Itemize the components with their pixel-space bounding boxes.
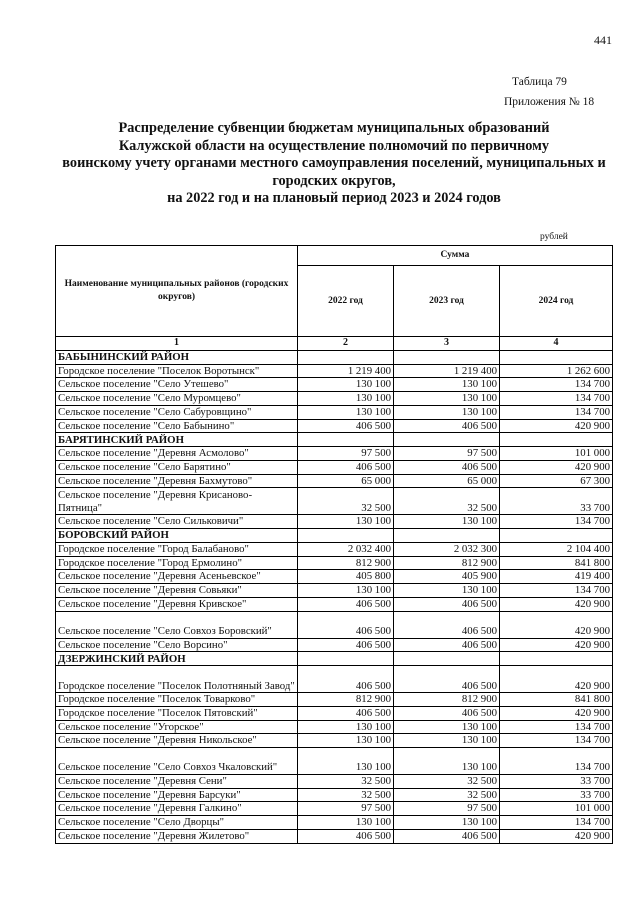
district-row bbox=[56, 350, 613, 364]
amount-2022: 2 032 400 bbox=[298, 543, 394, 557]
amount-2023: 97 500 bbox=[394, 447, 500, 461]
district-row bbox=[56, 433, 613, 447]
amount-2023: 130 100 bbox=[394, 584, 500, 598]
amount-2024: 841 800 bbox=[500, 693, 613, 707]
settlement-name: Сельское поселение "Село Дворцы" bbox=[56, 816, 298, 830]
table-row bbox=[56, 693, 613, 707]
amount-2023: 406 500 bbox=[394, 638, 500, 652]
table-row bbox=[56, 788, 613, 802]
column-number: 3 bbox=[394, 337, 500, 351]
amount-2024: 67 300 bbox=[500, 474, 613, 488]
table-row bbox=[56, 734, 613, 748]
district-name: БАРЯТИНСКИЙ РАЙОН bbox=[56, 433, 298, 447]
table-row bbox=[56, 829, 613, 843]
amount-2023: 130 100 bbox=[394, 734, 500, 748]
table-row bbox=[56, 611, 613, 638]
settlement-name: Городское поселение "Поселок Полотняный Завод" bbox=[56, 666, 298, 693]
table-row bbox=[56, 447, 613, 461]
amount-2022: 406 500 bbox=[298, 706, 394, 720]
amount-2024: 420 900 bbox=[500, 460, 613, 474]
amount-2023: 97 500 bbox=[394, 802, 500, 816]
amount-2023: 812 900 bbox=[394, 693, 500, 707]
empty-cell bbox=[298, 652, 394, 666]
table-row bbox=[56, 597, 613, 611]
amount-2022: 130 100 bbox=[298, 720, 394, 734]
empty-cell bbox=[394, 529, 500, 543]
amount-2022: 130 100 bbox=[298, 584, 394, 598]
title-line: на 2022 год и на плановый период 2023 и 2024 годов bbox=[167, 190, 501, 206]
amount-2022: 97 500 bbox=[298, 802, 394, 816]
empty-cell bbox=[298, 350, 394, 364]
amount-2023: 812 900 bbox=[394, 556, 500, 570]
amount-2024: 420 900 bbox=[500, 638, 613, 652]
amount-2023: 1 219 400 bbox=[394, 364, 500, 378]
empty-cell bbox=[394, 433, 500, 447]
amount-2022: 130 100 bbox=[298, 515, 394, 529]
amount-2022: 406 500 bbox=[298, 666, 394, 693]
amount-2022: 130 100 bbox=[298, 748, 394, 775]
title-line: Распределение субвенции бюджетам муниципальных образований bbox=[118, 120, 550, 136]
units-label: рублей bbox=[540, 232, 568, 242]
amount-2024: 134 700 bbox=[500, 378, 613, 392]
table-row bbox=[56, 570, 613, 584]
settlement-name: Сельское поселение "Село Барятино" bbox=[56, 460, 298, 474]
empty-cell bbox=[394, 350, 500, 364]
amount-2022: 812 900 bbox=[298, 693, 394, 707]
table-row bbox=[56, 392, 613, 406]
table-row bbox=[56, 419, 613, 433]
sum-column-header: Сумма bbox=[298, 246, 613, 266]
appendix-reference: Приложения № 18 bbox=[504, 96, 595, 108]
settlement-name: Сельское поселение "Деревня Совьяки" bbox=[56, 584, 298, 598]
amount-2022: 406 500 bbox=[298, 638, 394, 652]
table-row bbox=[56, 816, 613, 830]
amount-2024: 419 400 bbox=[500, 570, 613, 584]
amount-2024: 420 900 bbox=[500, 419, 613, 433]
settlement-name: Городское поселение "Город Балабаново" bbox=[56, 543, 298, 557]
settlement-name: Сельское поселение "Село Бабынино" bbox=[56, 419, 298, 433]
district-name: БОРОВСКИЙ РАЙОН bbox=[56, 529, 298, 543]
table-row bbox=[56, 405, 613, 419]
empty-cell bbox=[500, 433, 613, 447]
settlement-name: Сельское поселение "Село Сильковичи" bbox=[56, 515, 298, 529]
table-row bbox=[56, 460, 613, 474]
amount-2024: 101 000 bbox=[500, 802, 613, 816]
amount-2024: 2 104 400 bbox=[500, 543, 613, 557]
amount-2023: 405 900 bbox=[394, 570, 500, 584]
settlement-name: Городское поселение "Поселок Товарково" bbox=[56, 693, 298, 707]
empty-cell bbox=[298, 529, 394, 543]
amount-2023: 130 100 bbox=[394, 748, 500, 775]
table-row bbox=[56, 488, 613, 515]
amount-2023: 406 500 bbox=[394, 611, 500, 638]
amount-2024: 420 900 bbox=[500, 829, 613, 843]
amount-2023: 32 500 bbox=[394, 788, 500, 802]
title-line: воинскому учету органами местного самоуправления поселений, муниципальных и bbox=[62, 155, 606, 171]
amount-2024: 841 800 bbox=[500, 556, 613, 570]
amount-2022: 406 500 bbox=[298, 611, 394, 638]
amount-2024: 33 700 bbox=[500, 788, 613, 802]
settlement-name: Сельское поселение "Деревня Жилетово" bbox=[56, 829, 298, 843]
settlement-name: Сельское поселение "Деревня Галкино" bbox=[56, 802, 298, 816]
amount-2024: 134 700 bbox=[500, 392, 613, 406]
table-row bbox=[56, 638, 613, 652]
table-row bbox=[56, 543, 613, 557]
amount-2022: 406 500 bbox=[298, 419, 394, 433]
amount-2023: 406 500 bbox=[394, 829, 500, 843]
column-number-row bbox=[56, 337, 613, 351]
amount-2022: 130 100 bbox=[298, 392, 394, 406]
table-body bbox=[56, 350, 613, 843]
amount-2024: 134 700 bbox=[500, 748, 613, 775]
table-row bbox=[56, 706, 613, 720]
amount-2024: 134 700 bbox=[500, 515, 613, 529]
table-row bbox=[56, 378, 613, 392]
name-column-header: Наименование муниципальных районов (городских округов) bbox=[56, 246, 298, 337]
amount-2023: 406 500 bbox=[394, 597, 500, 611]
amount-2023: 130 100 bbox=[394, 720, 500, 734]
year-2022-header: 2022 год bbox=[298, 266, 394, 337]
empty-cell bbox=[500, 652, 613, 666]
district-name: ДЗЕРЖИНСКИЙ РАЙОН bbox=[56, 652, 298, 666]
settlement-name: Сельское поселение "Деревня Асмолово" bbox=[56, 447, 298, 461]
amount-2024: 134 700 bbox=[500, 720, 613, 734]
amount-2023: 65 000 bbox=[394, 474, 500, 488]
settlement-name: Сельское поселение "Село Сабуровщино" bbox=[56, 405, 298, 419]
title-line: городских округов, bbox=[272, 172, 396, 189]
amount-2022: 1 219 400 bbox=[298, 364, 394, 378]
amount-2024: 420 900 bbox=[500, 666, 613, 693]
amount-2022: 812 900 bbox=[298, 556, 394, 570]
amount-2024: 33 700 bbox=[500, 488, 613, 515]
settlement-name: Сельское поселение "Село Совхоз Чкаловский" bbox=[56, 748, 298, 775]
amount-2024: 101 000 bbox=[500, 447, 613, 461]
amount-2024: 1 262 600 bbox=[500, 364, 613, 378]
settlement-name: Городское поселение "Поселок Пятовский" bbox=[56, 706, 298, 720]
amount-2023: 406 500 bbox=[394, 666, 500, 693]
district-name: БАБЫНИНСКИЙ РАЙОН bbox=[56, 350, 298, 364]
amount-2023: 130 100 bbox=[394, 515, 500, 529]
amount-2024: 134 700 bbox=[500, 584, 613, 598]
amount-2022: 65 000 bbox=[298, 474, 394, 488]
amount-2023: 130 100 bbox=[394, 378, 500, 392]
amount-2022: 130 100 bbox=[298, 734, 394, 748]
settlement-name: Сельское поселение "Деревня Асеньевское" bbox=[56, 570, 298, 584]
amount-2022: 32 500 bbox=[298, 775, 394, 789]
column-number: 1 bbox=[56, 337, 298, 351]
table-row bbox=[56, 802, 613, 816]
settlement-name: Сельское поселение "Угорское" bbox=[56, 720, 298, 734]
amount-2023: 2 032 300 bbox=[394, 543, 500, 557]
empty-cell bbox=[500, 350, 613, 364]
settlement-name: Сельское поселение "Деревня Кривское" bbox=[56, 597, 298, 611]
settlement-name: Сельское поселение "Село Совхоз Боровский" bbox=[56, 611, 298, 638]
year-2024-header: 2024 год bbox=[500, 266, 613, 337]
settlement-name: Городское поселение "Город Ермолино" bbox=[56, 556, 298, 570]
amount-2022: 32 500 bbox=[298, 788, 394, 802]
table-row bbox=[56, 666, 613, 693]
table-row bbox=[56, 556, 613, 570]
title-line: Калужской области на осуществление полномочий по первичному bbox=[118, 137, 550, 154]
amount-2022: 130 100 bbox=[298, 405, 394, 419]
table-row bbox=[56, 748, 613, 775]
district-row bbox=[56, 529, 613, 543]
settlement-name: Сельское поселение "Деревня Сени" bbox=[56, 775, 298, 789]
amount-2023: 130 100 bbox=[394, 392, 500, 406]
amount-2022: 406 500 bbox=[298, 597, 394, 611]
amount-2023: 130 100 bbox=[394, 816, 500, 830]
settlement-name: Сельское поселение "Деревня Барсуки" bbox=[56, 788, 298, 802]
amount-2023: 406 500 bbox=[394, 706, 500, 720]
amount-2024: 420 900 bbox=[500, 597, 613, 611]
settlement-name: Сельское поселение "Село Муромцево" bbox=[56, 392, 298, 406]
subsidy-table bbox=[55, 245, 613, 844]
amount-2023: 406 500 bbox=[394, 460, 500, 474]
amount-2023: 406 500 bbox=[394, 419, 500, 433]
table-row bbox=[56, 364, 613, 378]
table-row bbox=[56, 515, 613, 529]
amount-2022: 97 500 bbox=[298, 447, 394, 461]
district-row bbox=[56, 652, 613, 666]
column-number: 4 bbox=[500, 337, 613, 351]
settlement-name: Сельское поселение "Деревня Крисаново-Пятница" bbox=[56, 488, 298, 515]
settlement-name: Сельское поселение "Село Ворсино" bbox=[56, 638, 298, 652]
amount-2024: 134 700 bbox=[500, 734, 613, 748]
document-title bbox=[40, 120, 628, 208]
column-number: 2 bbox=[298, 337, 394, 351]
empty-cell bbox=[298, 433, 394, 447]
page-number: 441 bbox=[594, 33, 612, 47]
empty-cell bbox=[500, 529, 613, 543]
amount-2024: 420 900 bbox=[500, 611, 613, 638]
year-2023-header: 2023 год bbox=[394, 266, 500, 337]
amount-2023: 32 500 bbox=[394, 775, 500, 789]
table-row bbox=[56, 474, 613, 488]
amount-2022: 130 100 bbox=[298, 378, 394, 392]
table-row bbox=[56, 720, 613, 734]
table-reference: Таблица 79 bbox=[512, 76, 567, 88]
amount-2024: 134 700 bbox=[500, 405, 613, 419]
settlement-name: Сельское поселение "Село Утешево" bbox=[56, 378, 298, 392]
empty-cell bbox=[394, 652, 500, 666]
amount-2022: 32 500 bbox=[298, 488, 394, 515]
settlement-name: Сельское поселение "Деревня Никольское" bbox=[56, 734, 298, 748]
amount-2022: 406 500 bbox=[298, 460, 394, 474]
amount-2024: 33 700 bbox=[500, 775, 613, 789]
amount-2022: 405 800 bbox=[298, 570, 394, 584]
amount-2022: 130 100 bbox=[298, 816, 394, 830]
settlement-name: Городское поселение "Поселок Воротынск" bbox=[56, 364, 298, 378]
amount-2023: 32 500 bbox=[394, 488, 500, 515]
table-row bbox=[56, 584, 613, 598]
settlement-name: Сельское поселение "Деревня Бахмутово" bbox=[56, 474, 298, 488]
amount-2024: 134 700 bbox=[500, 816, 613, 830]
amount-2024: 420 900 bbox=[500, 706, 613, 720]
amount-2023: 130 100 bbox=[394, 405, 500, 419]
table-row bbox=[56, 775, 613, 789]
amount-2022: 406 500 bbox=[298, 829, 394, 843]
